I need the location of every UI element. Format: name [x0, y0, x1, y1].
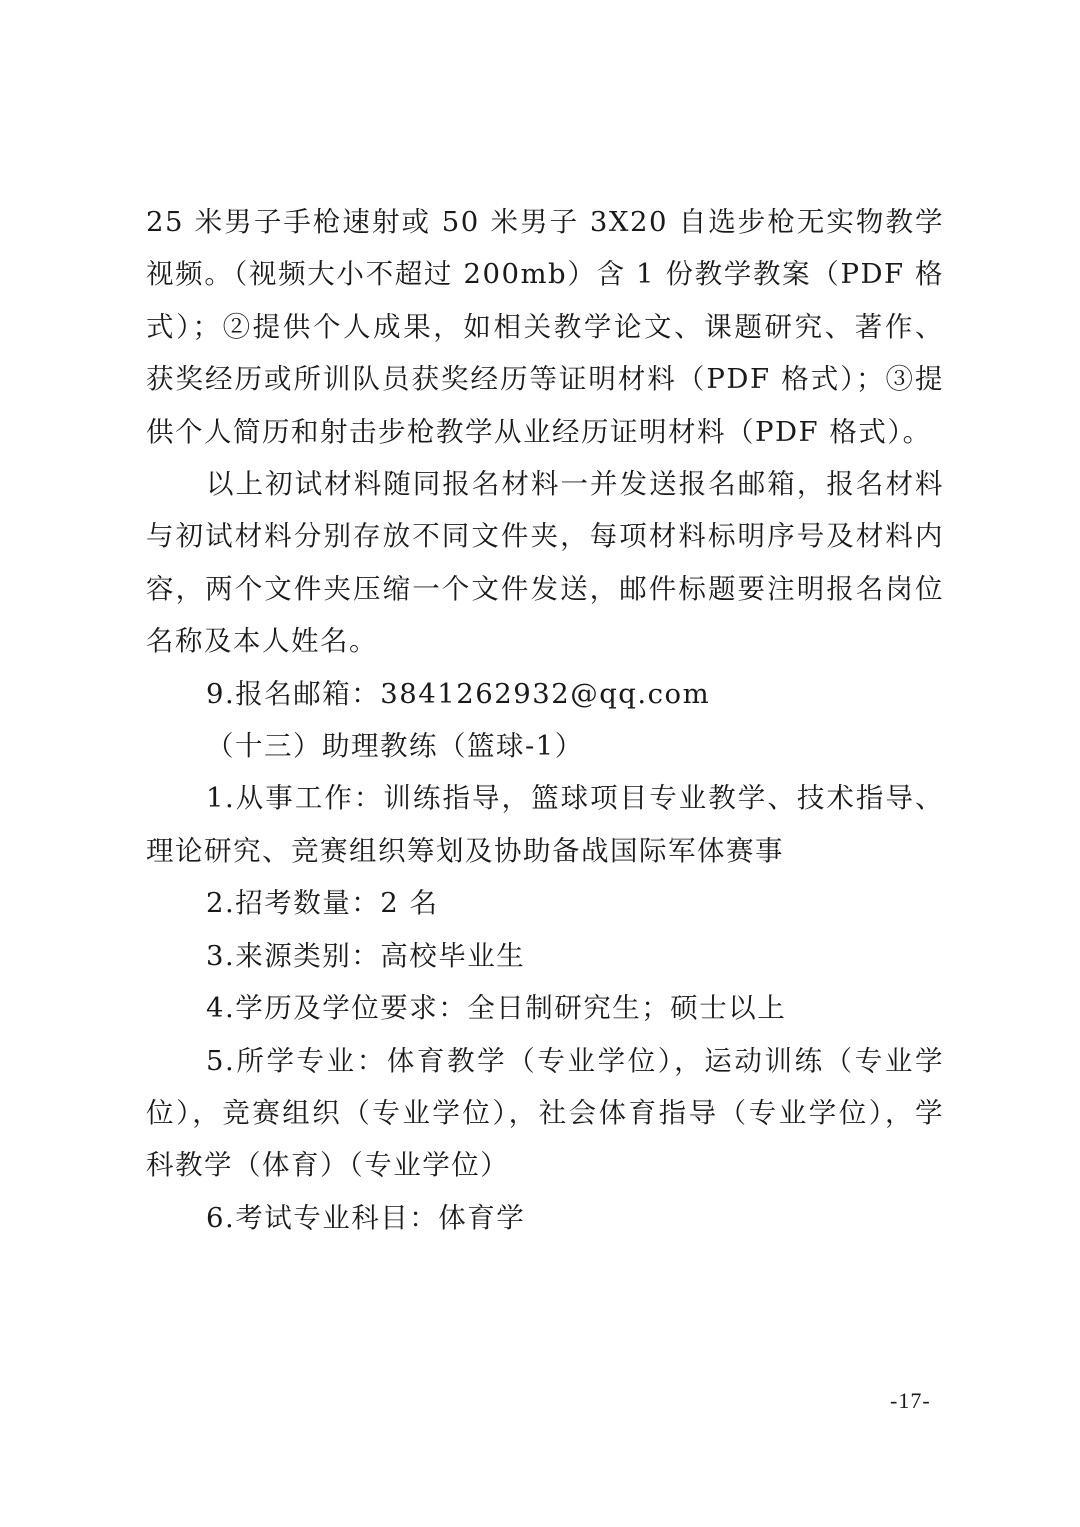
paragraph-materials-video: 25 米男子手枪速射或 50 米男子 3X20 自选步枪无实物教学视频。（视频大小不超过 200mb）含 1 份教学教案（PDF 格式）；②提供个人成果，如相关教学论文、课题研究、著作、获奖经历或所训队员获奖经历等证明材料（PDF 格式）；③提供个人简历和射击步枪教学从业经历证明材料（PDF 格式）。 [146, 206, 944, 448]
section-heading-assistant-coach-basketball: （十三）助理教练（篮球-1） [206, 730, 584, 763]
paragraph-major-requirement: 5.所学专业：体育教学（专业学位），运动训练（专业学位），竞赛组织（专业学位），社会体育指导（专业学位），学科教学（体育）（专业学位） [146, 1044, 944, 1182]
page-number: -17- [890, 1388, 931, 1413]
paragraph-education-requirement: 4.学历及学位要求：全日制研究生；硕士以上 [206, 992, 787, 1025]
paragraph-job-duties: 1.从事工作：训练指导，篮球项目专业教学、技术指导、理论研究、竞赛组织筹划及协助备战国际军体赛事 [146, 782, 944, 867]
paragraph-submission-instructions: 以上初试材料随同报名材料一并发送报名邮箱，报名材料与初试材料分别存放不同文件夹，每项材料标明序号及材料内容，两个文件夹压缩一个文件发送，邮件标题要注明报名岗位名称及本人姓名。 [146, 468, 944, 658]
document-body [146, 196, 944, 1244]
paragraph-registration-email: 9.报名邮箱：3841262932@qq.com [206, 677, 711, 710]
paragraph-exam-subject: 6.考试专业科目：体育学 [206, 1201, 526, 1234]
paragraph-recruit-quantity: 2.招考数量：2 名 [206, 887, 439, 920]
paragraph-source-category: 3.来源类别：高校毕业生 [206, 939, 526, 972]
